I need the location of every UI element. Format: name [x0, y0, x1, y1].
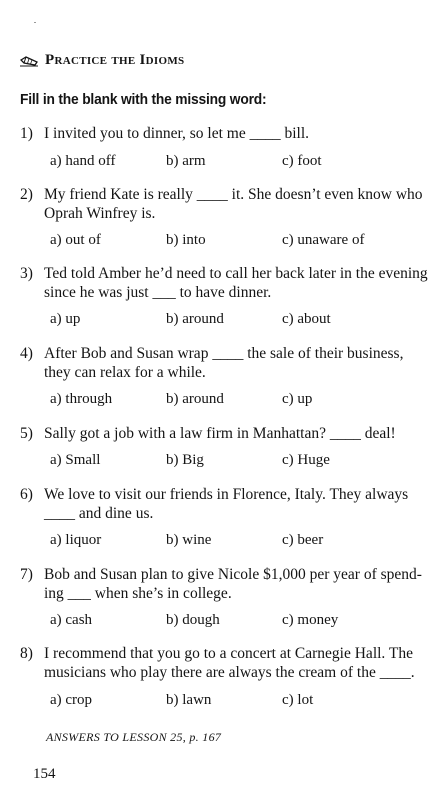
option-a: a) crop: [50, 692, 93, 708]
option-c: c) Huge: [282, 452, 330, 468]
question-number: 2): [20, 186, 33, 203]
question-number: 6): [20, 486, 33, 503]
option-c: c) unaware of: [282, 232, 365, 248]
options-6: [50, 532, 410, 552]
question-number: 7): [20, 566, 33, 583]
question-number: 1): [20, 125, 33, 142]
question-text: musicians who play there are always the cream of the ____.: [44, 664, 415, 681]
options-4: [50, 391, 410, 411]
question-text: After Bob and Susan wrap ____ the sale of their business,: [44, 345, 404, 362]
question-2: [20, 185, 430, 223]
scan-speck: [34, 22, 36, 23]
option-b: b) into: [166, 232, 206, 248]
option-c: c) beer: [282, 532, 324, 548]
option-b: b) wine: [166, 532, 212, 548]
question-text: ing ___ when she’s in college.: [44, 585, 232, 602]
question-5: [20, 424, 430, 443]
question-4: [20, 344, 430, 382]
option-a: a) out of: [50, 232, 101, 248]
option-a: a) through: [50, 391, 113, 407]
question-number: 8): [20, 645, 33, 662]
option-b: b) lawn: [166, 692, 212, 708]
pencil-icon: [20, 53, 39, 67]
question-number: 4): [20, 345, 33, 362]
question-text: Sally got a job with a law firm in Manhattan? ____ deal!: [44, 425, 396, 442]
section-header: [20, 50, 184, 70]
option-b: b) arm: [166, 153, 206, 169]
option-c: c) about: [282, 311, 331, 327]
answers-reference: ANSWERS TO LESSON 25, p. 167: [46, 730, 222, 744]
options-3: [50, 311, 410, 331]
question-text: We love to visit our friends in Florence, Italy. They always: [44, 486, 409, 503]
question-6: [20, 485, 430, 523]
options-1: [50, 153, 410, 173]
option-c: c) foot: [282, 153, 322, 169]
option-b: b) dough: [166, 612, 220, 628]
options-2: [50, 232, 410, 252]
option-b: b) around: [166, 311, 224, 327]
question-text: Bob and Susan plan to give Nicole $1,000 per year of spend-: [44, 566, 422, 583]
options-5: [50, 452, 410, 472]
question-text: I recommend that you go to a concert at Carnegie Hall. The: [44, 645, 413, 662]
question-text: Oprah Winfrey is.: [44, 205, 156, 222]
question-number: 5): [20, 425, 33, 442]
option-c: c) money: [282, 612, 339, 628]
option-a: a) hand off: [50, 153, 116, 169]
options-7: [50, 612, 410, 632]
options-8: [50, 692, 410, 712]
option-b: b) Big: [166, 452, 204, 468]
option-a: a) liquor: [50, 532, 102, 548]
question-8: [20, 644, 430, 682]
option-a: a) Small: [50, 452, 101, 468]
question-text: ____ and dine us.: [44, 505, 154, 522]
question-1: [20, 124, 430, 143]
question-text: I invited you to dinner, so let me ____ bill.: [44, 125, 309, 142]
section-title: Practice the Idioms: [45, 51, 185, 68]
option-b: b) around: [166, 391, 224, 407]
option-c: c) lot: [282, 692, 314, 708]
question-text: since he was just ___ to have dinner.: [44, 284, 272, 301]
option-a: a) cash: [50, 612, 93, 628]
question-text: My friend Kate is really ____ it. She doesn’t even know who: [44, 186, 423, 203]
question-number: 3): [20, 265, 33, 282]
question-3: [20, 264, 430, 302]
instruction-text: Fill in the blank with the missing word:: [20, 91, 267, 108]
page-number: 154: [33, 766, 56, 782]
option-a: a) up: [50, 311, 81, 327]
option-c: c) up: [282, 391, 313, 407]
question-text: Ted told Amber he’d need to call her back later in the evening: [44, 265, 428, 282]
question-text: they can relax for a while.: [44, 364, 206, 381]
question-7: [20, 565, 430, 603]
